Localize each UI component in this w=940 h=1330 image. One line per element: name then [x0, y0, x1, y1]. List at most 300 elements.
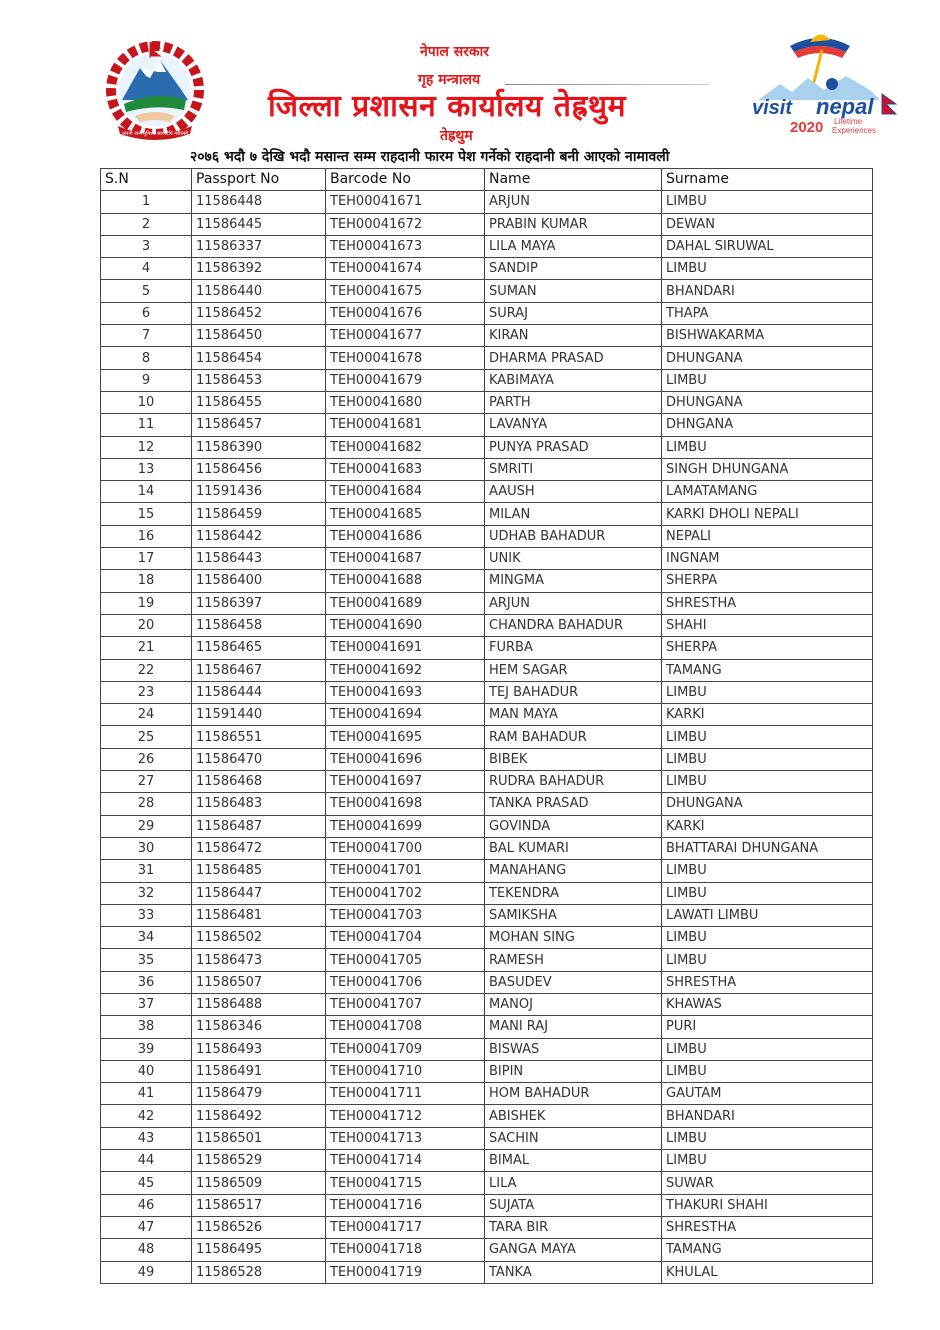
cell-sn: 45	[101, 1172, 192, 1194]
table-row	[101, 1150, 873, 1172]
cell-passport-no: 11586492	[192, 1105, 326, 1127]
cell-name: RAMESH	[485, 949, 662, 971]
cell-barcode-no: TEH00041710	[326, 1060, 485, 1082]
cell-name: BAL KUMARI	[485, 837, 662, 859]
table-row	[101, 748, 873, 770]
logo-nepal-text: nepal	[816, 94, 874, 119]
cell-barcode-no: TEH00041680	[326, 391, 485, 413]
table-row	[101, 302, 873, 324]
cell-name: HEM SAGAR	[485, 659, 662, 681]
cell-name: BIMAL	[485, 1150, 662, 1172]
cell-name: PARTH	[485, 391, 662, 413]
table-row	[101, 1060, 873, 1082]
cell-surname: BHANDARI	[662, 280, 873, 302]
cell-sn: 44	[101, 1150, 192, 1172]
cell-surname: KHULAL	[662, 1261, 873, 1283]
cell-passport-no: 11586491	[192, 1060, 326, 1082]
cell-sn: 5	[101, 280, 192, 302]
cell-sn: 4	[101, 258, 192, 280]
cell-barcode-no: TEH00041717	[326, 1216, 485, 1238]
cell-sn: 31	[101, 860, 192, 882]
table-row	[101, 1216, 873, 1238]
cell-sn: 10	[101, 391, 192, 413]
cell-barcode-no: TEH00041687	[326, 548, 485, 570]
column-header-name: Name	[485, 169, 662, 191]
cell-name: PRABIN KUMAR	[485, 213, 662, 235]
cell-surname: LIMBU	[662, 1060, 873, 1082]
cell-sn: 21	[101, 637, 192, 659]
cell-sn: 14	[101, 481, 192, 503]
cell-name: UDHAB BAHADUR	[485, 525, 662, 547]
cell-surname: LIMBU	[662, 1127, 873, 1149]
cell-sn: 37	[101, 993, 192, 1015]
cell-surname: SINGH DHUNGANA	[662, 458, 873, 480]
table-row	[101, 481, 873, 503]
cell-surname: SUWAR	[662, 1172, 873, 1194]
table-row	[101, 904, 873, 926]
cell-passport-no: 11586442	[192, 525, 326, 547]
cell-passport-no: 11586457	[192, 414, 326, 436]
table-row	[101, 436, 873, 458]
table-row	[101, 325, 873, 347]
cell-name: SUJATA	[485, 1194, 662, 1216]
cell-sn: 8	[101, 347, 192, 369]
cell-sn: 38	[101, 1016, 192, 1038]
cell-passport-no: 11586468	[192, 771, 326, 793]
table-row	[101, 993, 873, 1015]
cell-sn: 33	[101, 904, 192, 926]
cell-surname: KARKI	[662, 704, 873, 726]
cell-barcode-no: TEH00041672	[326, 213, 485, 235]
cell-barcode-no: TEH00041708	[326, 1016, 485, 1038]
cell-sn: 26	[101, 748, 192, 770]
table-row	[101, 503, 873, 525]
cell-barcode-no: TEH00041677	[326, 325, 485, 347]
table-row	[101, 1127, 873, 1149]
cell-sn: 41	[101, 1083, 192, 1105]
table-row	[101, 726, 873, 748]
cell-name: DHARMA PRASAD	[485, 347, 662, 369]
cell-name: MANI RAJ	[485, 1016, 662, 1038]
cell-barcode-no: TEH00041681	[326, 414, 485, 436]
cell-passport-no: 11586485	[192, 860, 326, 882]
cell-name: RAM BAHADUR	[485, 726, 662, 748]
table-row	[101, 637, 873, 659]
cell-name: ARJUN	[485, 191, 662, 213]
logo-tagline-2: Experiences	[832, 126, 877, 135]
cell-name: KIRAN	[485, 325, 662, 347]
column-header-surname: Surname	[662, 169, 873, 191]
nepal-emblem-icon	[100, 38, 210, 144]
table-row	[101, 1083, 873, 1105]
cell-name: SUMAN	[485, 280, 662, 302]
table-row	[101, 1194, 873, 1216]
cell-surname: TAMANG	[662, 659, 873, 681]
logo-visit-text: visit	[752, 97, 793, 119]
cell-barcode-no: TEH00041716	[326, 1194, 485, 1216]
cell-surname: SHERPA	[662, 570, 873, 592]
table-row	[101, 414, 873, 436]
cell-sn: 6	[101, 302, 192, 324]
cell-barcode-no: TEH00041701	[326, 860, 485, 882]
cell-name: SAMIKSHA	[485, 904, 662, 926]
cell-passport-no: 11586456	[192, 458, 326, 480]
cell-name: KABIMAYA	[485, 369, 662, 391]
cell-surname: NEPALI	[662, 525, 873, 547]
cell-barcode-no: TEH00041678	[326, 347, 485, 369]
table-row	[101, 1261, 873, 1283]
cell-sn: 29	[101, 815, 192, 837]
cell-name: TEKENDRA	[485, 882, 662, 904]
cell-surname: SHRESTHA	[662, 592, 873, 614]
cell-barcode-no: TEH00041696	[326, 748, 485, 770]
cell-barcode-no: TEH00041686	[326, 525, 485, 547]
cell-surname: LIMBU	[662, 860, 873, 882]
cell-surname: BHATTARAI DHUNGANA	[662, 837, 873, 859]
cell-sn: 35	[101, 949, 192, 971]
cell-sn: 12	[101, 436, 192, 458]
cell-surname: INGNAM	[662, 548, 873, 570]
table-row	[101, 570, 873, 592]
cell-barcode-no: TEH00041712	[326, 1105, 485, 1127]
cell-name: RUDRA BAHADUR	[485, 771, 662, 793]
cell-passport-no: 11586390	[192, 436, 326, 458]
cell-barcode-no: TEH00041689	[326, 592, 485, 614]
table-row	[101, 280, 873, 302]
table-row	[101, 771, 873, 793]
cell-barcode-no: TEH00041693	[326, 681, 485, 703]
table-header-row	[101, 169, 873, 191]
cell-sn: 25	[101, 726, 192, 748]
cell-sn: 7	[101, 325, 192, 347]
cell-barcode-no: TEH00041706	[326, 971, 485, 993]
cell-name: SANDIP	[485, 258, 662, 280]
cell-barcode-no: TEH00041702	[326, 882, 485, 904]
cell-surname: LIMBU	[662, 882, 873, 904]
cell-barcode-no: TEH00041709	[326, 1038, 485, 1060]
cell-passport-no: 11586459	[192, 503, 326, 525]
table-row	[101, 1105, 873, 1127]
cell-surname: THAPA	[662, 302, 873, 324]
cell-passport-no: 11586483	[192, 793, 326, 815]
cell-name: TARA BIR	[485, 1216, 662, 1238]
cell-passport-no: 11586443	[192, 548, 326, 570]
logo-tagline-1: Lifetime	[834, 117, 863, 126]
cell-passport-no: 11586528	[192, 1261, 326, 1283]
cell-surname: SHRESTHA	[662, 1216, 873, 1238]
cell-barcode-no: TEH00041685	[326, 503, 485, 525]
cell-passport-no: 11586470	[192, 748, 326, 770]
column-header-barcode-no: Barcode No	[326, 169, 485, 191]
cell-passport-no: 11586507	[192, 971, 326, 993]
cell-sn: 36	[101, 971, 192, 993]
cell-barcode-no: TEH00041674	[326, 258, 485, 280]
table-row	[101, 882, 873, 904]
table-row	[101, 1239, 873, 1261]
cell-sn: 1	[101, 191, 192, 213]
cell-name: MINGMA	[485, 570, 662, 592]
cell-surname: SHERPA	[662, 637, 873, 659]
cell-name: LAVANYA	[485, 414, 662, 436]
column-header-sn: S.N	[101, 169, 192, 191]
cell-sn: 39	[101, 1038, 192, 1060]
table-row	[101, 548, 873, 570]
table-row	[101, 525, 873, 547]
cell-barcode-no: TEH00041711	[326, 1083, 485, 1105]
cell-passport-no: 11586440	[192, 280, 326, 302]
cell-sn: 30	[101, 837, 192, 859]
cell-passport-no: 11586493	[192, 1038, 326, 1060]
table-row	[101, 704, 873, 726]
table-row	[101, 971, 873, 993]
cell-surname: TAMANG	[662, 1239, 873, 1261]
document-header	[0, 0, 940, 168]
cell-passport-no: 11586337	[192, 235, 326, 257]
table-row	[101, 458, 873, 480]
cell-barcode-no: TEH00041691	[326, 637, 485, 659]
cell-sn: 40	[101, 1060, 192, 1082]
cell-surname: KARKI	[662, 815, 873, 837]
cell-barcode-no: TEH00041719	[326, 1261, 485, 1283]
cell-sn: 19	[101, 592, 192, 614]
cell-sn: 32	[101, 882, 192, 904]
cell-name: MANAHANG	[485, 860, 662, 882]
cell-name: BISWAS	[485, 1038, 662, 1060]
cell-name: CHANDRA BAHADUR	[485, 614, 662, 636]
cell-name: PUNYA PRASAD	[485, 436, 662, 458]
cell-sn: 23	[101, 681, 192, 703]
table-row	[101, 860, 873, 882]
cell-name: MILAN	[485, 503, 662, 525]
table-row	[101, 191, 873, 213]
cell-name: TANKA PRASAD	[485, 793, 662, 815]
cell-surname: BISHWAKARMA	[662, 325, 873, 347]
cell-sn: 47	[101, 1216, 192, 1238]
cell-passport-no: 11586445	[192, 213, 326, 235]
cell-barcode-no: TEH00041704	[326, 927, 485, 949]
cell-passport-no: 11591436	[192, 481, 326, 503]
cell-name: MANOJ	[485, 993, 662, 1015]
table-row	[101, 1016, 873, 1038]
cell-surname: LIMBU	[662, 726, 873, 748]
cell-surname: LIMBU	[662, 927, 873, 949]
cell-surname: LIMBU	[662, 681, 873, 703]
cell-sn: 28	[101, 793, 192, 815]
cell-barcode-no: TEH00041676	[326, 302, 485, 324]
government-label: नेपाल सरकार	[420, 44, 490, 60]
cell-name: GOVINDA	[485, 815, 662, 837]
document-subtitle: २०७६ भदौ ७ देखि भदौ मसान्त सम्म राहदानी फारम पेश गर्नेको राहदानी बनी आएको नामावली	[190, 149, 670, 165]
cell-passport-no: 11586452	[192, 302, 326, 324]
cell-sn: 34	[101, 927, 192, 949]
table-row	[101, 347, 873, 369]
cell-barcode-no: TEH00041699	[326, 815, 485, 837]
cell-surname: LAMATAMANG	[662, 481, 873, 503]
cell-passport-no: 11586465	[192, 637, 326, 659]
cell-surname: DHUNGANA	[662, 793, 873, 815]
cell-sn: 9	[101, 369, 192, 391]
cell-sn: 11	[101, 414, 192, 436]
cell-barcode-no: TEH00041690	[326, 614, 485, 636]
cell-sn: 46	[101, 1194, 192, 1216]
cell-name: ARJUN	[485, 592, 662, 614]
cell-surname: KHAWAS	[662, 993, 873, 1015]
cell-barcode-no: TEH00041683	[326, 458, 485, 480]
cell-name: GANGA MAYA	[485, 1239, 662, 1261]
table-row	[101, 614, 873, 636]
cell-name: SMRITI	[485, 458, 662, 480]
cell-sn: 13	[101, 458, 192, 480]
table-row	[101, 369, 873, 391]
cell-surname: KARKI DHOLI NEPALI	[662, 503, 873, 525]
cell-passport-no: 11586509	[192, 1172, 326, 1194]
emblem-motto: जननी जन्मभूमिश्च स्वर्गादपि गरीयसी	[121, 131, 189, 137]
cell-passport-no: 11586517	[192, 1194, 326, 1216]
cell-name: MAN MAYA	[485, 704, 662, 726]
cell-name: LILA	[485, 1172, 662, 1194]
cell-surname: PURI	[662, 1016, 873, 1038]
cell-barcode-no: TEH00041718	[326, 1239, 485, 1261]
cell-passport-no: 11586488	[192, 993, 326, 1015]
cell-passport-no: 11586448	[192, 191, 326, 213]
passport-list-table	[100, 168, 873, 1284]
cell-surname: LIMBU	[662, 748, 873, 770]
cell-name: BIBEK	[485, 748, 662, 770]
cell-barcode-no: TEH00041688	[326, 570, 485, 592]
district-label: तेह्रथुम	[440, 128, 473, 144]
cell-passport-no: 11586454	[192, 347, 326, 369]
cell-name: UNIK	[485, 548, 662, 570]
cell-surname: LIMBU	[662, 771, 873, 793]
cell-barcode-no: TEH00041679	[326, 369, 485, 391]
cell-sn: 49	[101, 1261, 192, 1283]
cell-name: HOM BAHADUR	[485, 1083, 662, 1105]
cell-sn: 43	[101, 1127, 192, 1149]
cell-passport-no: 11586400	[192, 570, 326, 592]
table-row	[101, 1038, 873, 1060]
cell-passport-no: 11586447	[192, 882, 326, 904]
visit-nepal-logo	[750, 28, 900, 140]
table-row	[101, 592, 873, 614]
cell-barcode-no: TEH00041671	[326, 191, 485, 213]
cell-barcode-no: TEH00041713	[326, 1127, 485, 1149]
cell-barcode-no: TEH00041714	[326, 1150, 485, 1172]
cell-sn: 2	[101, 213, 192, 235]
cell-passport-no: 11586495	[192, 1239, 326, 1261]
cell-name: AAUSH	[485, 481, 662, 503]
cell-passport-no: 11586450	[192, 325, 326, 347]
table-row	[101, 258, 873, 280]
cell-barcode-no: TEH00041675	[326, 280, 485, 302]
table-row	[101, 927, 873, 949]
table-row	[101, 391, 873, 413]
cell-sn: 48	[101, 1239, 192, 1261]
table-row	[101, 837, 873, 859]
cell-passport-no: 11586392	[192, 258, 326, 280]
cell-barcode-no: TEH00041692	[326, 659, 485, 681]
cell-sn: 16	[101, 525, 192, 547]
cell-surname: DAHAL SIRUWAL	[662, 235, 873, 257]
cell-barcode-no: TEH00041697	[326, 771, 485, 793]
cell-barcode-no: TEH00041705	[326, 949, 485, 971]
cell-passport-no: 11586458	[192, 614, 326, 636]
cell-passport-no: 11586346	[192, 1016, 326, 1038]
cell-sn: 3	[101, 235, 192, 257]
cell-passport-no: 11586397	[192, 592, 326, 614]
cell-surname: LIMBU	[662, 1038, 873, 1060]
cell-sn: 15	[101, 503, 192, 525]
table-row	[101, 793, 873, 815]
cell-sn: 42	[101, 1105, 192, 1127]
cell-surname: LIMBU	[662, 369, 873, 391]
cell-name: TEJ BAHADUR	[485, 681, 662, 703]
cell-sn: 27	[101, 771, 192, 793]
cell-surname: LIMBU	[662, 1150, 873, 1172]
cell-surname: LAWATI LIMBU	[662, 904, 873, 926]
cell-surname: SHAHI	[662, 614, 873, 636]
cell-surname: BHANDARI	[662, 1105, 873, 1127]
cell-barcode-no: TEH00041684	[326, 481, 485, 503]
cell-surname: DEWAN	[662, 213, 873, 235]
cell-sn: 20	[101, 614, 192, 636]
cell-passport-no: 11586502	[192, 927, 326, 949]
cell-name: BIPIN	[485, 1060, 662, 1082]
cell-surname: LIMBU	[662, 191, 873, 213]
logo-year-text: 2020	[790, 119, 824, 136]
cell-name: LILA MAYA	[485, 235, 662, 257]
cell-surname: SHRESTHA	[662, 971, 873, 993]
cell-barcode-no: TEH00041703	[326, 904, 485, 926]
cell-name: FURBA	[485, 637, 662, 659]
cell-passport-no: 11586487	[192, 815, 326, 837]
cell-surname: GAUTAM	[662, 1083, 873, 1105]
cell-sn: 24	[101, 704, 192, 726]
cell-name: BASUDEV	[485, 971, 662, 993]
office-title: जिल्ला प्रशासन कार्यालय तेह्रथुम	[268, 89, 627, 124]
cell-surname: DHNGANA	[662, 414, 873, 436]
cell-passport-no: 11586481	[192, 904, 326, 926]
cell-barcode-no: TEH00041700	[326, 837, 485, 859]
cell-surname: LIMBU	[662, 949, 873, 971]
cell-barcode-no: TEH00041715	[326, 1172, 485, 1194]
cell-surname: DHUNGANA	[662, 391, 873, 413]
cell-sn: 17	[101, 548, 192, 570]
cell-passport-no: 11586467	[192, 659, 326, 681]
column-header-passport-no: Passport No	[192, 169, 326, 191]
cell-name: SURAJ	[485, 302, 662, 324]
cell-passport-no: 11586473	[192, 949, 326, 971]
cell-passport-no: 11586529	[192, 1150, 326, 1172]
cell-name: ABISHEK	[485, 1105, 662, 1127]
cell-barcode-no: TEH00041673	[326, 235, 485, 257]
cell-name: TANKA	[485, 1261, 662, 1283]
table-row	[101, 815, 873, 837]
table-row	[101, 1172, 873, 1194]
cell-barcode-no: TEH00041698	[326, 793, 485, 815]
cell-passport-no: 11586526	[192, 1216, 326, 1238]
cell-passport-no: 11586453	[192, 369, 326, 391]
cell-passport-no: 11586551	[192, 726, 326, 748]
cell-name: SACHIN	[485, 1127, 662, 1149]
cell-passport-no: 11586472	[192, 837, 326, 859]
table-row	[101, 681, 873, 703]
table-row	[101, 213, 873, 235]
ministry-label: गृह मन्त्रालय	[418, 72, 481, 88]
cell-passport-no: 11586455	[192, 391, 326, 413]
cell-passport-no: 11586501	[192, 1127, 326, 1149]
cell-name: MOHAN SING	[485, 927, 662, 949]
cell-passport-no: 11591440	[192, 704, 326, 726]
